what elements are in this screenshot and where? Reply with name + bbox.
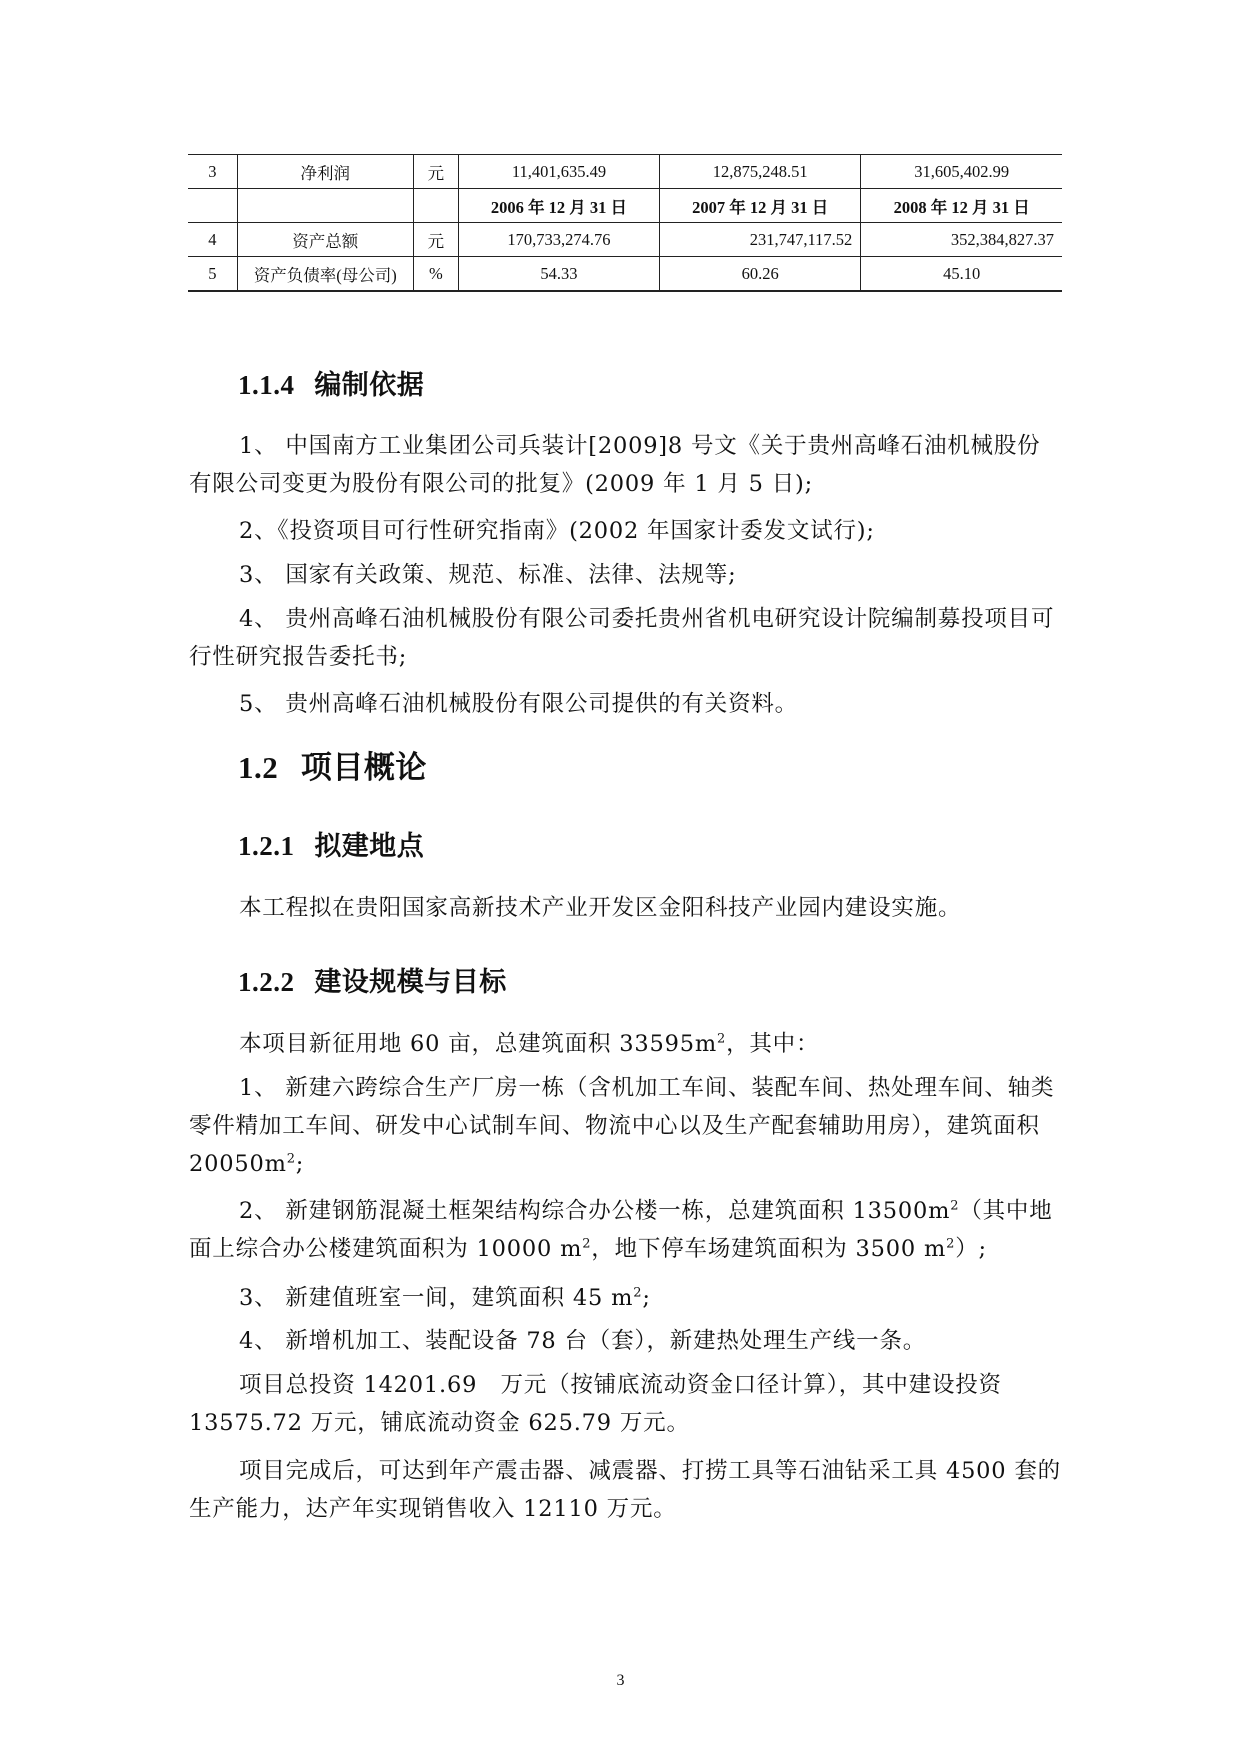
row-value-2: 60.26	[660, 257, 861, 292]
date-header-2: 2007 年 12 月 31 日	[660, 189, 861, 223]
table-date-header-row	[188, 189, 1062, 223]
table-row	[188, 155, 1062, 189]
row-number: 4	[188, 223, 237, 257]
row-value-1: 170,733,274.76	[458, 223, 659, 257]
page-number: 3	[616, 1672, 625, 1689]
table-row	[188, 223, 1062, 257]
row-value-1: 54.33	[458, 257, 659, 292]
financial-summary-table	[188, 154, 1062, 292]
row-unit: %	[413, 257, 458, 292]
section-number: 1.2.1	[238, 831, 295, 861]
basis-item-2: 2、《投资项目可行性研究指南》(2002 年国家计委发文试行);	[239, 518, 875, 544]
scale-intro-paragraph: 本项目新征用地 60 亩，总建筑面积 $33595m^2$，其中：	[239, 1031, 820, 1057]
date-header-3: 2008 年 12 月 31 日	[861, 189, 1062, 223]
section-title: 项目概论	[300, 750, 427, 786]
scale-item-2: 2、 新建钢筋混凝土框架结构综合办公楼一栋，总建筑面积 $13500m^2$（其中地面上综合办公楼建筑面积为 10000 $m^2$，地下停车场建筑面积为 3500 $m^2$）;	[189, 1198, 1053, 1262]
heading-1-2	[238, 742, 427, 787]
row-value-3: 352,384,827.37	[861, 223, 1062, 257]
site-paragraph: 本工程拟在贵阳国家高新技术产业开发区金阳科技产业园内建设实施。	[239, 895, 962, 921]
row-item	[237, 189, 413, 223]
scale-item-3: 3、 新建值班室一间，建筑面积 45 $m^2$;	[239, 1285, 651, 1311]
row-unit: 元	[413, 223, 458, 257]
row-number	[188, 189, 237, 223]
row-value-3: 45.10	[861, 257, 1062, 292]
row-number: 3	[188, 155, 237, 189]
section-number: 1.1.4	[238, 370, 295, 400]
section-title: 建设规模与目标	[314, 967, 507, 998]
row-value-2: 231,747,117.52	[660, 223, 861, 257]
section-number: 1.2.2	[238, 967, 295, 997]
capacity-paragraph: 项目完成后，可达到年产震击器、减震器、打捞工具等石油钻采工具 4500 套的生产能力，达产年实现销售收入 12110 万元。	[189, 1458, 1061, 1522]
table-row	[188, 257, 1062, 292]
row-value-3: 31,605,402.99	[861, 155, 1062, 189]
row-unit	[413, 189, 458, 223]
heading-1-2-1	[238, 824, 424, 863]
basis-item-5: 5、 贵州高峰石油机械股份有限公司提供的有关资料。	[239, 691, 798, 717]
date-header-1: 2006 年 12 月 31 日	[458, 189, 659, 223]
row-item: 净利润	[237, 155, 413, 189]
row-item: 资产负债率(母公司)	[237, 257, 413, 292]
basis-item-3: 3、 国家有关政策、规范、标准、法律、法规等;	[239, 562, 737, 588]
row-number: 5	[188, 257, 237, 292]
section-number: 1.2	[238, 750, 279, 785]
section-title: 编制依据	[314, 370, 425, 401]
scale-item-1: 1、 新建六跨综合生产厂房一栋（含机加工车间、装配车间、热处理车间、轴类零件精加工车间、研发中心试制车间、物流中心以及生产配套辅助用房），建筑面积 $20050m^2$;	[189, 1075, 1055, 1177]
heading-1-1-4	[238, 363, 424, 402]
row-value-2: 12,875,248.51	[660, 155, 861, 189]
basis-item-4: 4、 贵州高峰石油机械股份有限公司委托贵州省机电研究设计院编制募投项目可行性研究报告委托书;	[189, 606, 1055, 670]
row-value-1: 11,401,635.49	[458, 155, 659, 189]
row-item: 资产总额	[237, 223, 413, 257]
section-title: 拟建地点	[314, 831, 425, 862]
heading-1-2-2	[238, 960, 507, 999]
basis-item-1: 1、 中国南方工业集团公司兵装计[2009]8 号文《关于贵州高峰石油机械股份有限公司变更为股份有限公司的批复》(2009 年 1 月 5 日);	[189, 433, 1041, 497]
investment-paragraph: 项目总投资 14201.69 万元（按铺底流动资金口径计算），其中建设投资 13575.72 万元，铺底流动资金 625.79 万元。	[189, 1372, 1002, 1436]
row-unit: 元	[413, 155, 458, 189]
scale-item-4: 4、 新增机加工、装配设备 78 台（套），新建热处理生产线一条。	[239, 1328, 927, 1354]
